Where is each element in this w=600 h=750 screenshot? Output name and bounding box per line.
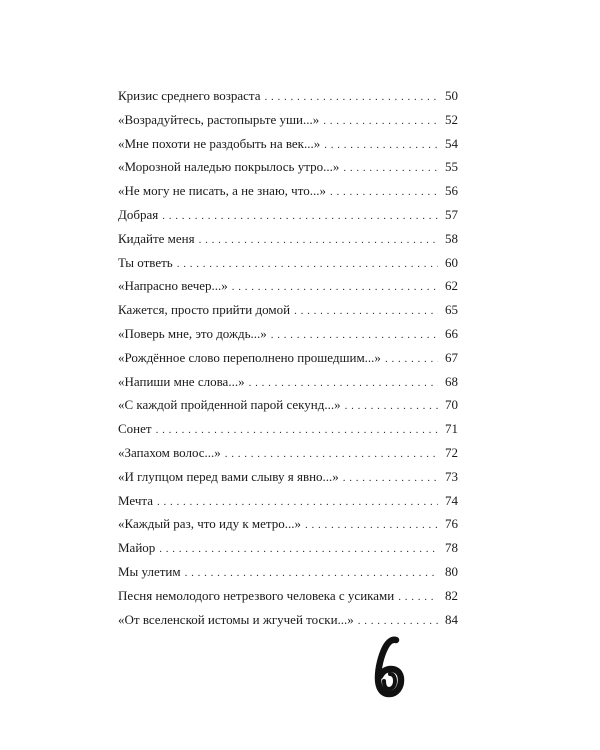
toc-entry-page: 71 [445,421,458,437]
toc-entry[interactable] [118,417,458,441]
toc-entry-title: Ты ответь [118,254,173,270]
toc-entry-page: 54 [445,135,458,151]
toc-entry-title: «Каждый раз, что иду к метро...» [118,516,301,532]
toc-entry-title: Кажется, просто прийти домой [118,302,291,318]
toc-entry-page: 50 [445,88,458,103]
toc-dot-leader [225,443,438,467]
toc-entry-page: 84 [445,611,458,627]
toc-entry-page: 74 [445,492,458,508]
toc-dot-leader [177,253,438,277]
toc-entry-page: 67 [445,349,458,365]
toc-entry[interactable] [118,155,458,179]
page-number-glyph-inner [384,674,395,689]
toc-entry-page: 82 [445,587,458,603]
toc-entry-page: 78 [445,540,458,556]
toc-entry-title: «Поверь мне, это дождь...» [118,325,267,341]
toc-dot-leader [232,276,438,300]
toc-entry[interactable] [118,441,458,465]
toc-entry-title: «Мне похоти не раздобыть на век...» [118,135,321,151]
toc-entry[interactable] [118,179,458,203]
toc-entry[interactable] [118,298,458,322]
toc-dot-leader [199,229,438,253]
toc-entry[interactable] [118,84,458,108]
table-of-contents [118,84,458,631]
toc-dot-leader [249,372,438,396]
toc-dot-leader [159,538,438,562]
toc-entry[interactable] [118,489,458,513]
toc-entry[interactable] [118,608,458,632]
page-number-glyph [378,640,401,694]
toc-dot-leader [162,205,438,229]
toc-entry-page: 73 [445,468,458,484]
toc-entry-page: 72 [445,444,458,460]
toc-entry-page: 80 [445,563,458,579]
toc-entry[interactable] [118,132,458,156]
toc-entry[interactable] [118,108,458,132]
toc-entry[interactable] [118,274,458,298]
toc-dot-leader [385,348,438,372]
toc-entry[interactable] [118,393,458,417]
toc-entry-title: «Морозной наледью покрылось утро...» [118,159,340,175]
toc-dot-leader [265,86,438,110]
toc-dot-leader [156,419,438,443]
toc-dot-leader [358,610,438,634]
page-number [370,636,410,700]
toc-entry-page: 52 [445,111,458,127]
toc-dot-leader [343,157,438,181]
toc-entry-title: «Напрасно вечер...» [118,278,228,294]
toc-entry[interactable] [118,512,458,536]
toc-entry-title: «Запахом волос...» [118,444,221,460]
toc-dot-leader [157,491,438,515]
toc-entry[interactable] [118,203,458,227]
toc-entry-page: 58 [445,230,458,246]
toc-dot-leader [294,300,438,324]
toc-entry-title: «От вселенской истомы и жгучей тоски...» [118,611,354,627]
toc-entry[interactable] [118,227,458,251]
toc-entry-page: 55 [445,159,458,175]
toc-entry-title: «С каждой пройденной парой секунд...» [118,397,341,413]
toc-entry-title: Песня немолодого нетрезвого человека с усиками [118,587,395,603]
toc-entry-page: 68 [445,373,458,389]
toc-entry-page: 57 [445,206,458,222]
toc-entry-title: Добрая [118,206,159,222]
toc-entry-title: «Возрадуйтесь, растопырьте уши...» [118,111,320,127]
toc-entry-title: Сонет [118,421,152,437]
toc-entry-page: 76 [445,516,458,532]
toc-dot-leader [185,562,438,586]
toc-entry[interactable] [118,251,458,275]
toc-entry[interactable] [118,560,458,584]
toc-entry-page: 65 [445,302,458,318]
toc-entry[interactable] [118,465,458,489]
toc-dot-leader [323,110,438,134]
toc-entry[interactable] [118,536,458,560]
toc-dot-leader [330,181,438,205]
toc-entry-title: Мы улетим [118,563,181,579]
toc-entry-title: Кидайте меня [118,230,195,246]
toc-dot-leader [324,134,438,158]
toc-entry-title: Мечта [118,492,153,508]
toc-entry-page: 70 [445,397,458,413]
toc-entry-title: «Рождённое слово переполнено прошедшим...» [118,349,381,365]
toc-dot-leader [398,586,438,610]
toc-entry[interactable] [118,584,458,608]
toc-dot-leader [345,395,438,419]
toc-entry[interactable] [118,322,458,346]
toc-entry-title: Майор [118,540,156,556]
toc-entry-page: 56 [445,183,458,199]
toc-entry-page: 66 [445,325,458,341]
toc-entry-page: 62 [445,278,458,294]
toc-entry-title: «Напиши мне слова...» [118,373,245,389]
toc-dot-leader [305,514,438,538]
toc-entry[interactable] [118,346,458,370]
toc-entry-title: Кризис среднего возраста [118,88,261,103]
toc-dot-leader [271,324,438,348]
toc-entry-title: «И глупцом перед вами слыву я явно...» [118,468,339,484]
toc-dot-leader [343,467,438,491]
toc-entry-title: «Не могу не писать, а не знаю, что...» [118,183,326,199]
toc-entry-page: 60 [445,254,458,270]
toc-entry[interactable] [118,370,458,394]
